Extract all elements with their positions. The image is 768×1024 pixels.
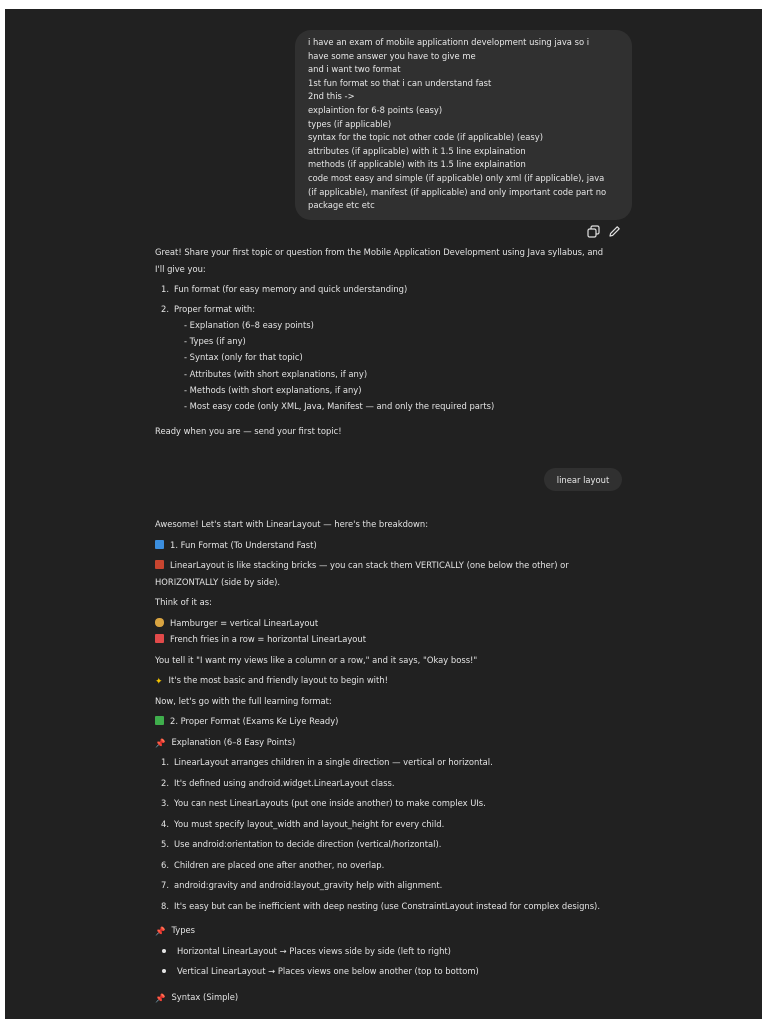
french-fries-icon <box>155 634 164 643</box>
reply-text: Now, let's go with the full learning format: <box>155 695 332 706</box>
list-item <box>155 281 625 297</box>
reply-text: Awesome! Let's start with LinearLayout — here's the breakdown: <box>155 519 429 529</box>
bricks-icon <box>155 560 164 569</box>
list-item <box>155 816 625 832</box>
list-number: 8. <box>161 900 169 911</box>
reply-text: Ready when you are — send your first topic! <box>155 426 342 437</box>
bullet-item: Horizontal LinearLayout → Places views side by side (left to right) <box>155 943 625 960</box>
user-message-bubble <box>295 30 632 220</box>
section-heading: 2. Proper Format (Exams Ke Liye Ready) <box>155 713 625 730</box>
user-message-line: 2nd this -> <box>308 91 355 102</box>
user-message-bubble <box>544 468 622 491</box>
list-text: Children are placed one after another, no overlap. <box>174 859 385 870</box>
user-message-line: 1st fun format so that i can understand fast <box>308 77 492 88</box>
list-item <box>155 775 625 791</box>
list-item <box>155 857 625 873</box>
user-message-line: explaintion for 6-8 points (easy) <box>308 104 443 115</box>
list-text: Fun format (for easy memory and quick understanding) <box>174 284 408 294</box>
reply-text: You tell it "I want my views like a column or a row," and it says, "Okay boss!" <box>155 654 478 665</box>
user-message-line: and i want two format <box>308 64 401 75</box>
list-number: 7. <box>161 880 169 890</box>
section-heading: 📌 Syntax (Simple) <box>155 991 239 1003</box>
list-text: android:gravity and android:layout_gravity help with alignment. <box>174 880 443 890</box>
sub-list-item: - Methods (with short explanations, if any) <box>184 384 362 395</box>
user-message-line: (if applicable), manifest (if applicable) and only important code part no <box>308 186 607 197</box>
list-item <box>155 754 625 770</box>
chat-window <box>5 9 762 1019</box>
pencil-icon[interactable] <box>608 225 621 238</box>
list-item <box>155 795 625 811</box>
user-message-line: syntax for the topic not other code (if applicable) (easy) <box>308 132 543 143</box>
user-message-line: types (if applicable) <box>308 118 392 129</box>
sub-list-item: - Most easy code (only XML, Java, Manifest — and only the required parts) <box>184 401 495 412</box>
list-number: 3. <box>161 798 169 808</box>
section-heading: 📌 Explanation (6–8 Easy Points) <box>155 736 296 748</box>
list-item <box>155 836 625 852</box>
list-item <box>155 301 625 317</box>
list-number: 6. <box>161 859 169 870</box>
reply-text: Great! Share your first topic or question from the Mobile Application Development using Java syllabus, and <box>155 247 604 257</box>
list-number: 1. <box>161 284 169 294</box>
user-message-line: i have an exam of mobile applicationn development using java so i <box>308 37 590 47</box>
list-number: 4. <box>161 818 169 829</box>
bullet-icon <box>162 949 166 953</box>
message-actions <box>587 223 621 239</box>
hamburger-icon <box>155 618 164 627</box>
reply-text: HORIZONTALLY (side by side). <box>155 576 281 587</box>
reply-text: I'll give you: <box>155 263 206 274</box>
blue-book-icon <box>155 540 164 549</box>
assistant-reply <box>155 244 625 440</box>
user-message-line: code most easy and simple (if applicable) only xml (if applicable), java <box>308 172 605 183</box>
user-message-line: methods (if applicable) with its 1.5 line explaination <box>308 159 526 170</box>
pushpin-icon: 📌 <box>155 926 166 936</box>
list-text: You must specify layout_width and layout_height for every child. <box>174 818 445 829</box>
list-item <box>155 877 625 893</box>
user-message-text: linear layout <box>556 474 610 485</box>
assistant-reply <box>155 516 625 1005</box>
reply-text: LinearLayout is like stacking bricks — you can stack them VERTICALLY (one below the other) or <box>155 557 625 574</box>
pushpin-icon: 📌 <box>155 737 166 748</box>
sub-list-item: - Attributes (with short explanations, if any) <box>184 368 368 379</box>
list-item <box>155 898 625 914</box>
list-text: Use android:orientation to decide direction (vertical/horizontal). <box>174 839 442 849</box>
bullet-item: Vertical LinearLayout → Places views one below another (top to bottom) <box>155 963 625 980</box>
sparkles-icon: ✦ <box>155 677 163 687</box>
pushpin-icon: 📌 <box>155 992 166 1003</box>
sub-list-item: - Types (if any) <box>184 336 246 347</box>
reply-text: French fries in a row = horizontal LinearLayout <box>155 631 625 648</box>
section-heading: 1. Fun Format (To Understand Fast) <box>155 537 625 554</box>
list-text: Proper format with: <box>174 304 256 314</box>
sub-list-item: - Syntax (only for that topic) <box>184 352 303 363</box>
list-number: 2. <box>161 304 169 314</box>
list-text: It's defined using android.widget.LinearLayout class. <box>174 777 395 788</box>
list-text: LinearLayout arranges children in a single direction — vertical or horizontal. <box>174 757 493 767</box>
section-heading: 📌 Types <box>155 925 196 936</box>
bullet-icon <box>162 969 166 973</box>
user-message-line: attributes (if applicable) with it 1.5 line explaination <box>308 145 526 156</box>
list-number: 1. <box>161 757 169 767</box>
list-number: 5. <box>161 839 169 849</box>
user-message-line: have some answer you have to give me <box>308 50 476 61</box>
reply-text: Hamburger = vertical LinearLayout <box>155 615 625 632</box>
reply-text: ✦ It's the most basic and friendly layout to begin with! <box>155 675 388 687</box>
list-number: 2. <box>161 777 169 788</box>
sub-list-item: - Explanation (6–8 easy points) <box>184 320 314 330</box>
reply-text: Think of it as: <box>155 597 212 607</box>
user-message-line: package etc etc <box>308 200 375 211</box>
list-text: You can nest LinearLayouts (put one inside another) to make complex UIs. <box>174 798 486 808</box>
list-text: It's easy but can be inefficient with deep nesting (use ConstraintLayout instead for complex designs). <box>174 900 600 911</box>
copy-icon[interactable] <box>587 225 600 238</box>
green-book-icon <box>155 716 164 725</box>
